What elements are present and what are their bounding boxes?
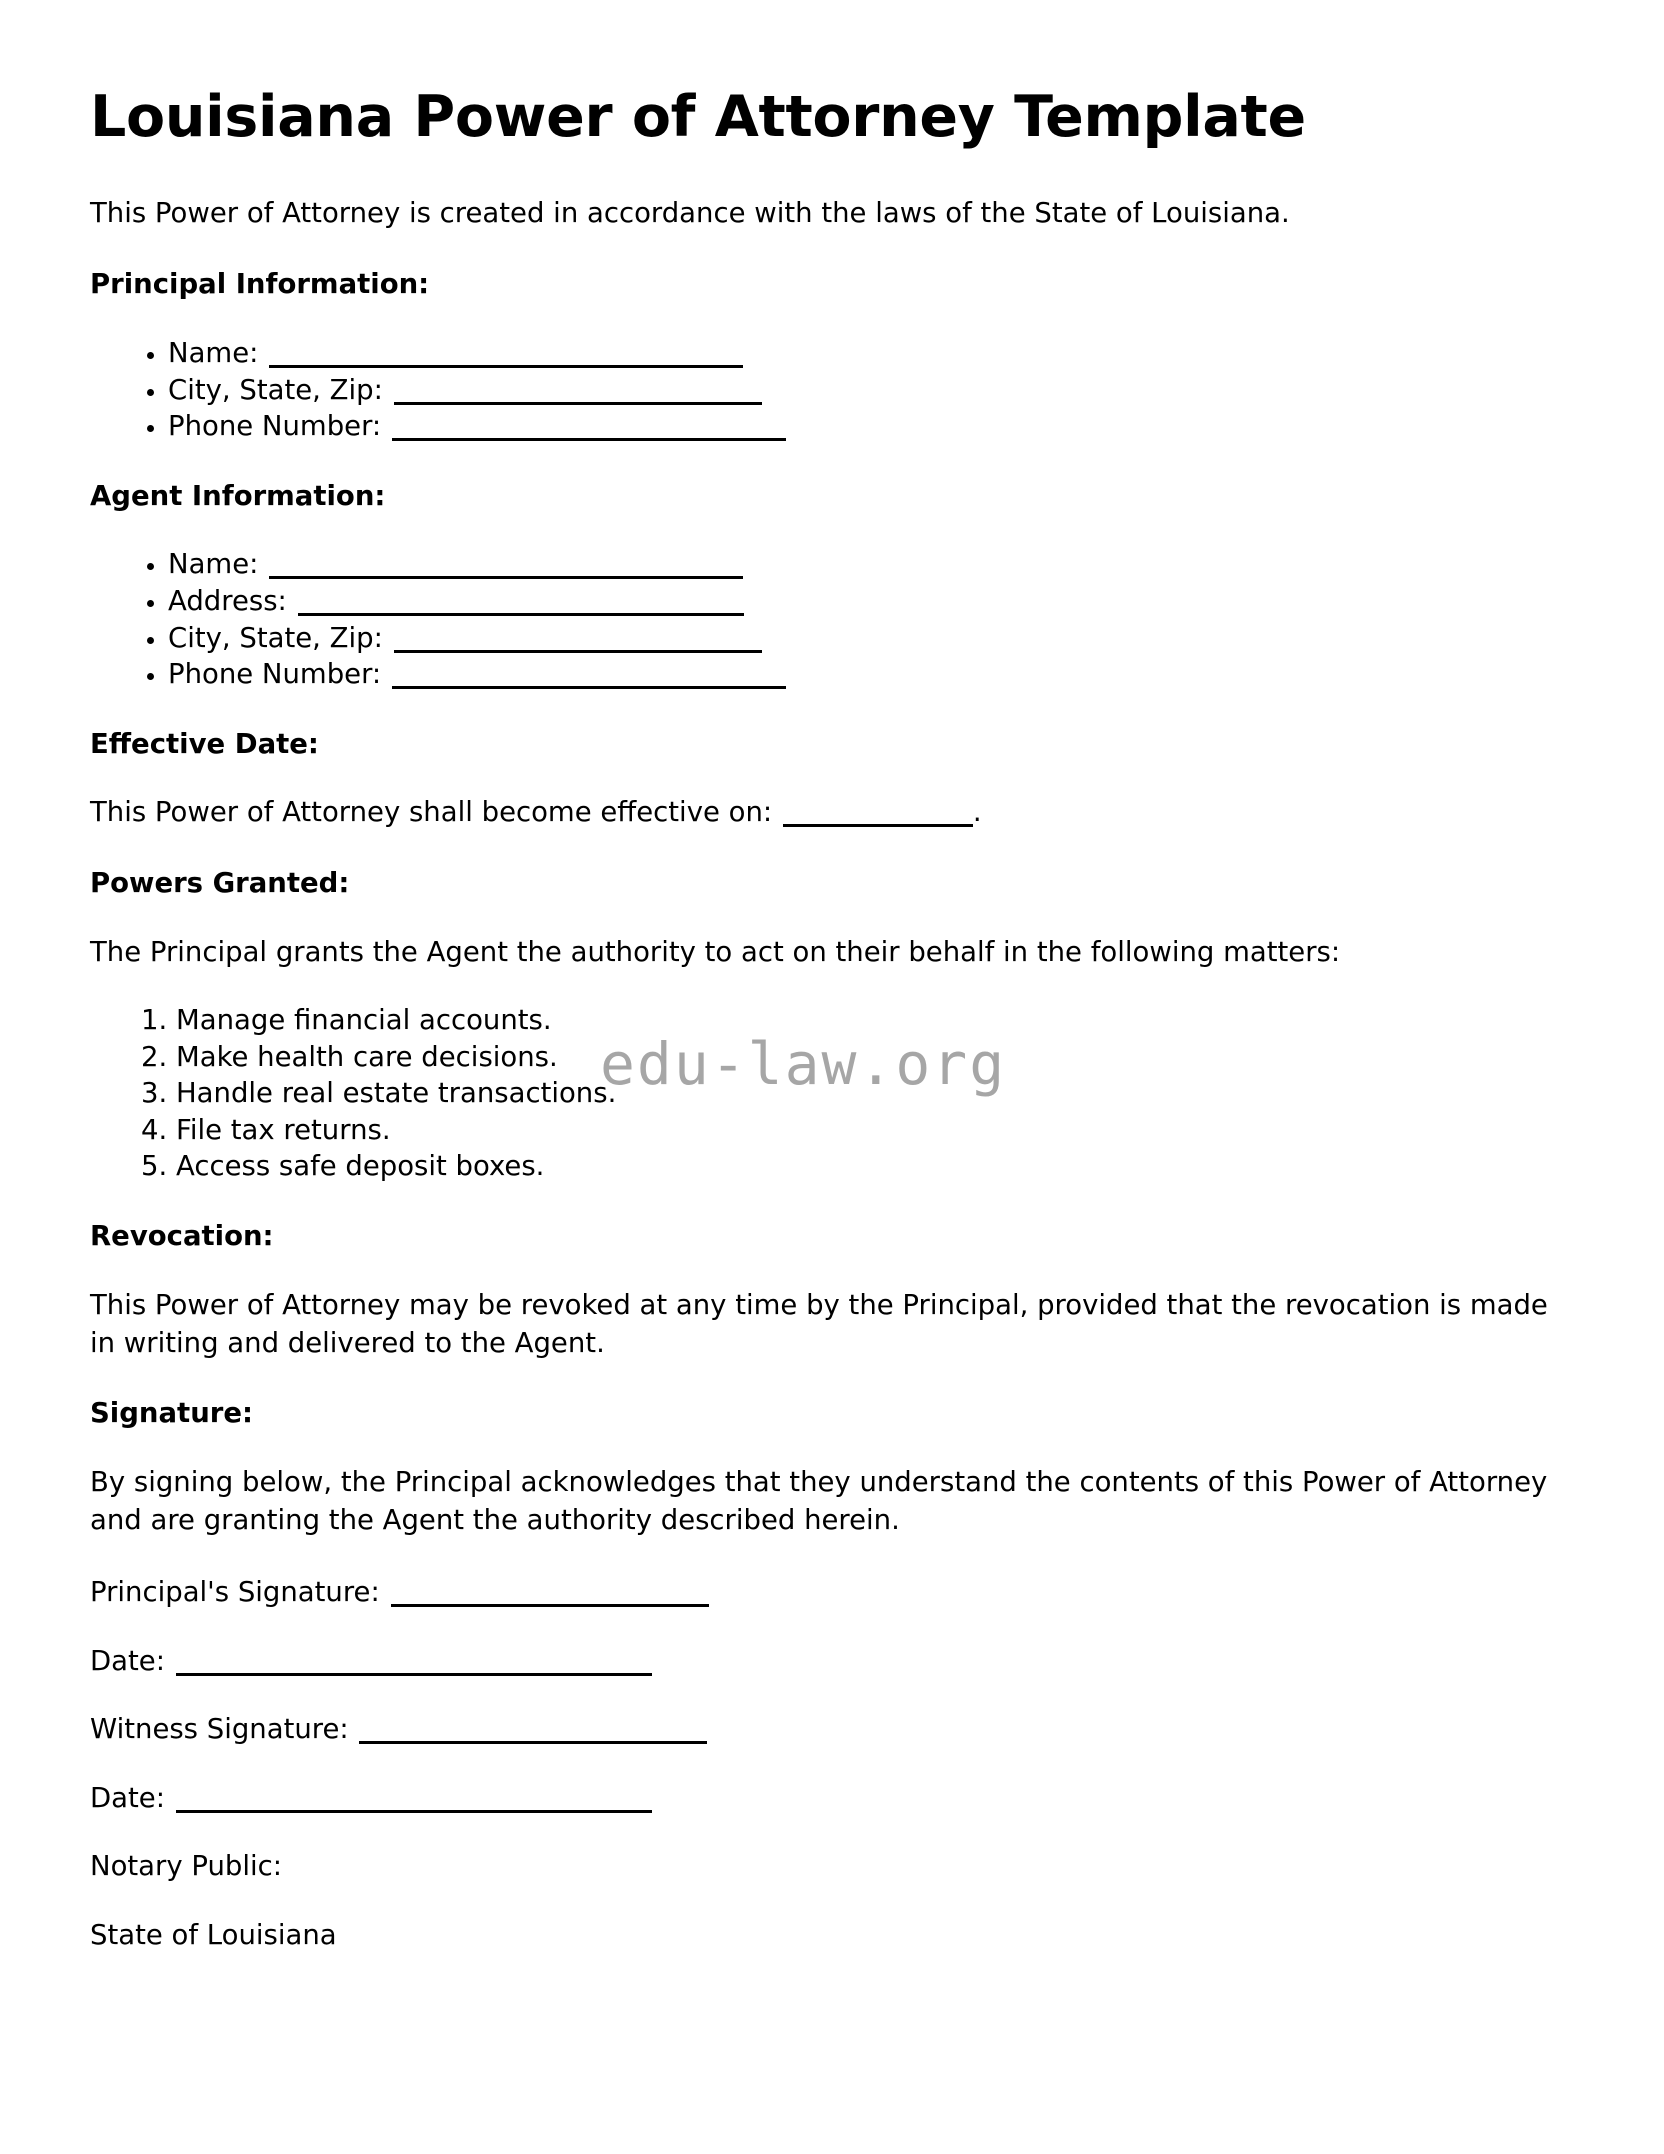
field-agent-name: [168, 546, 1574, 583]
effective-date-period: .: [972, 796, 982, 829]
section-heading-signature: Signature:: [90, 1397, 253, 1430]
signature-label: Date:: [90, 1781, 174, 1814]
powers-granted-intro: The Principal grants the Agent the authority to act on their behalf in the following matters:: [90, 936, 1341, 969]
field-principal-city-state-zip: [168, 372, 1574, 409]
list-item: 4. File tax returns.: [176, 1112, 1574, 1149]
field-agent-city-state-zip: [168, 620, 1574, 657]
powers-granted-list: [90, 1002, 1574, 1185]
field-principal-name: [168, 335, 1574, 372]
field-label: Phone Number:: [168, 658, 390, 691]
watermark-edu-law-org: edu-law.org: [600, 1030, 1007, 1098]
section-heading-powers-granted: Powers Granted:: [90, 867, 350, 900]
state-label: State of Louisiana: [90, 1918, 337, 1951]
field-label: Name:: [168, 336, 268, 369]
blank-line-agent-phone-number[interactable]: [392, 660, 786, 689]
blank-line-principal-date[interactable]: [176, 1647, 652, 1676]
blank-line-witness-signature[interactable]: [359, 1715, 707, 1744]
field-label: Phone Number:: [168, 410, 390, 443]
field-label: Name:: [168, 548, 268, 581]
page-title: Louisiana Power of Attorney Template: [90, 84, 1306, 150]
signature-line-principal-date: [90, 1643, 1574, 1680]
signature-label: Date:: [90, 1644, 174, 1677]
field-agent-address: [168, 583, 1574, 620]
signature-line-witness-date: [90, 1780, 1574, 1817]
list-item: 1. Manage financial accounts.: [176, 1002, 1574, 1039]
section-heading-principal-information: Principal Information:: [90, 268, 430, 301]
blank-line-principal-phone-number[interactable]: [392, 412, 786, 441]
blank-line-effective-date[interactable]: [783, 798, 973, 827]
intro-paragraph: This Power of Attorney is created in accordance with the laws of the State of Louisiana.: [90, 197, 1290, 230]
list-item: 5. Access safe deposit boxes.: [176, 1148, 1574, 1185]
section-heading-agent-information: Agent Information:: [90, 479, 386, 512]
blank-line-witness-date[interactable]: [176, 1784, 652, 1813]
signature-line-principal: [90, 1574, 1574, 1611]
effective-date-text: This Power of Attorney shall become effective on:: [90, 796, 781, 829]
field-agent-phone-number: [168, 656, 1574, 693]
signature-label: Witness Signature:: [90, 1713, 358, 1746]
field-label: City, State, Zip:: [168, 373, 392, 406]
blank-line-principal-name[interactable]: [269, 339, 743, 368]
signature-acknowledgement-paragraph: By signing below, the Principal acknowledges that they understand the contents of this Power of Attorney and are granting the Agent the authority described herein.: [90, 1466, 1548, 1537]
blank-line-agent-city-state-zip[interactable]: [394, 623, 762, 652]
field-label: Address:: [168, 584, 296, 617]
notary-public-label: Notary Public:: [90, 1850, 283, 1883]
effective-date-paragraph: [90, 794, 1550, 832]
blank-line-principal-city-state-zip[interactable]: [394, 375, 762, 404]
blank-line-agent-address[interactable]: [298, 587, 744, 616]
field-label: City, State, Zip:: [168, 621, 392, 654]
agent-information-field-list: [90, 546, 1574, 692]
list-item: 3. Handle real estate transactions.: [176, 1075, 1574, 1112]
section-heading-effective-date: Effective Date:: [90, 727, 319, 760]
list-item: 2. Make health care decisions.: [176, 1039, 1574, 1076]
signature-label: Principal's Signature:: [90, 1576, 389, 1609]
blank-line-principal-signature[interactable]: [391, 1578, 709, 1607]
blank-line-agent-name[interactable]: [269, 550, 743, 579]
principal-information-field-list: [90, 335, 1574, 445]
signature-line-witness: [90, 1711, 1574, 1748]
revocation-paragraph: This Power of Attorney may be revoked at any time by the Principal, provided that the revocation is made in writing and delivered to the Agent.: [90, 1288, 1548, 1359]
field-principal-phone-number: [168, 408, 1574, 445]
section-heading-revocation: Revocation:: [90, 1219, 274, 1252]
